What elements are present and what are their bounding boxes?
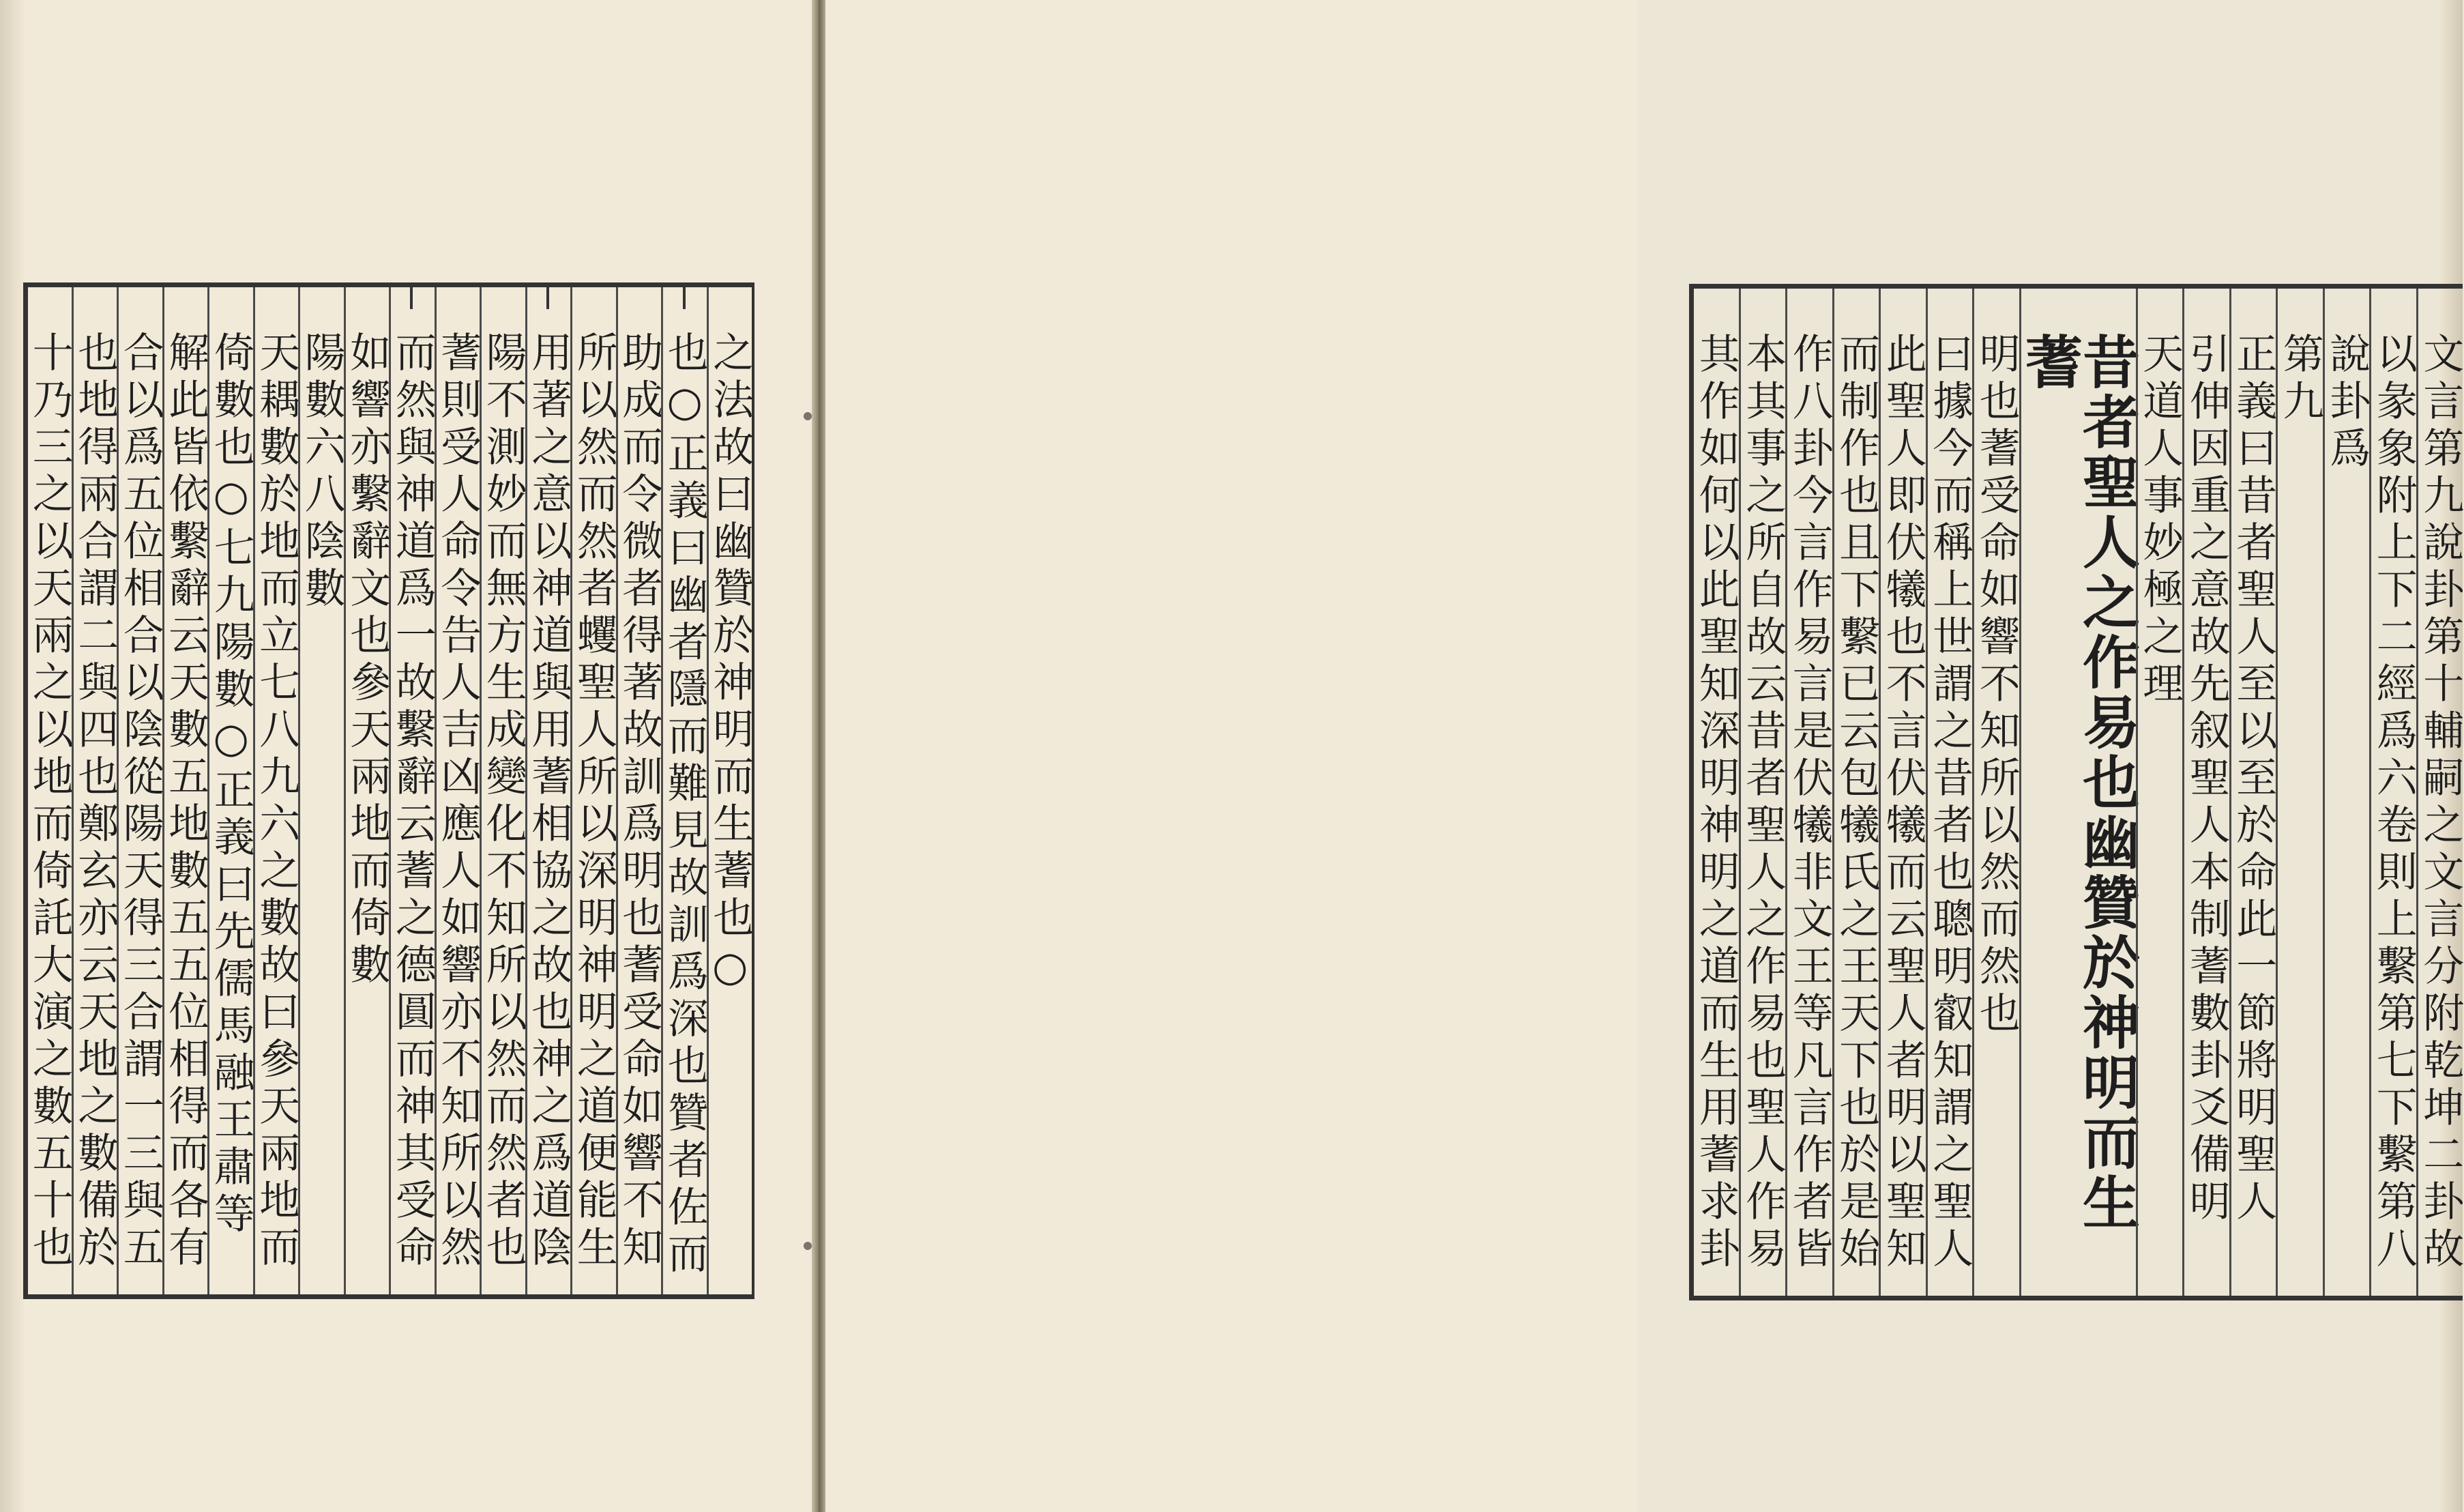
text-column: 引伸因重之意故先叙聖人本制蓍數卦爻備明: [2182, 289, 2229, 1296]
text-column: 天耦數於地而立七八九六之數故曰參天兩地而: [253, 287, 299, 1294]
text-column: 解此皆依繫辭云天數五地數五五位相得而各有: [162, 287, 208, 1294]
text-column: 曰據今而稱上世謂之昔者也聰明叡知謂之聖人: [1926, 289, 1973, 1296]
text-column: 合以爲五位相合以陰從陽天得三合謂一三與五: [117, 287, 162, 1294]
text-column: 十乃三之以天兩之以地而倚託大演之數五十也: [25, 331, 74, 1273]
text-column: 明也蓍受命如響不知所以然而然也: [1972, 289, 2019, 1296]
text-column: 陽不測妙而無方生成變化不知所以然而然者也: [480, 287, 525, 1294]
text-column: 助成而令微者得著故訓爲明也蓍受命如響不知: [616, 287, 662, 1294]
text-column: 陽數六八陰數: [298, 287, 344, 1294]
left-page-edge: [0, 0, 23, 1512]
text-column: 作八卦今言作易言是伏犧非文王等凡言作者皆: [1785, 289, 1832, 1296]
binding-hole: [804, 1242, 812, 1250]
left-text-frame: [23, 282, 754, 1299]
text-column: 正義曰昔者聖人至以至於命此一節將明聖人: [2229, 289, 2276, 1296]
text-column: 之法故曰幽贊於神明而生蓍也○: [707, 287, 752, 1294]
text-column: 蓍則受人命令告人吉凶應人如響亦不知所以然: [435, 287, 480, 1294]
text-column: 其作如何以此聖知深明神明之道而生用蓍求卦: [1692, 332, 1740, 1274]
text-column: 而然與神道爲一故繫辭云蓍之德圓而神其受命: [389, 287, 435, 1294]
text-column: 倚數也○七九陽數○正義曰先儒馬融王肅等: [207, 287, 253, 1294]
text-column: 也○正義曰幽者隱而難見故訓爲深也贊者佐而: [661, 287, 707, 1294]
left-page: [0, 0, 812, 1512]
text-column: 第九: [2276, 289, 2323, 1296]
left-text-columns: [25, 287, 754, 1294]
text-column: 而制作也且下繫已云包犧氏之王天下也於是始: [1832, 289, 1879, 1296]
text-column: 如響亦繫辭文也參天兩地而倚數: [344, 287, 390, 1294]
text-column: 所以然而然者蠼聖人所以深明神明之道便能生: [570, 287, 616, 1294]
main-text-column: 昔者聖人之作易也幽贊於神明而生蓍: [2019, 289, 2136, 1296]
text-column: 也地得兩合謂二與四也鄭玄亦云天地之數備於: [72, 287, 117, 1294]
binding-hole: [804, 412, 812, 420]
text-column: 說卦爲: [2323, 289, 2370, 1296]
text-column: 此聖人即伏犧也不言伏犧而云聖人者明以聖知: [1879, 289, 1926, 1296]
right-page: [825, 0, 2464, 1512]
text-column: 以彖象附上下二經爲六卷則上繫第七下繫第八: [2369, 289, 2416, 1296]
text-column: 文言第九說卦第十輔嗣之文言分附乾坤二卦故: [2416, 289, 2463, 1296]
text-column: 本其事之所自故云昔者聖人之作易也聖人作易: [1739, 289, 1786, 1296]
text-column: 用著之意以神道與用蓍相協之故也神之爲道陰: [525, 287, 571, 1294]
book-gutter: [812, 0, 825, 1512]
text-column: 天道人事妙極之理: [2136, 289, 2183, 1296]
right-text-columns: [1694, 289, 2463, 1296]
right-text-frame: [1689, 284, 2463, 1300]
